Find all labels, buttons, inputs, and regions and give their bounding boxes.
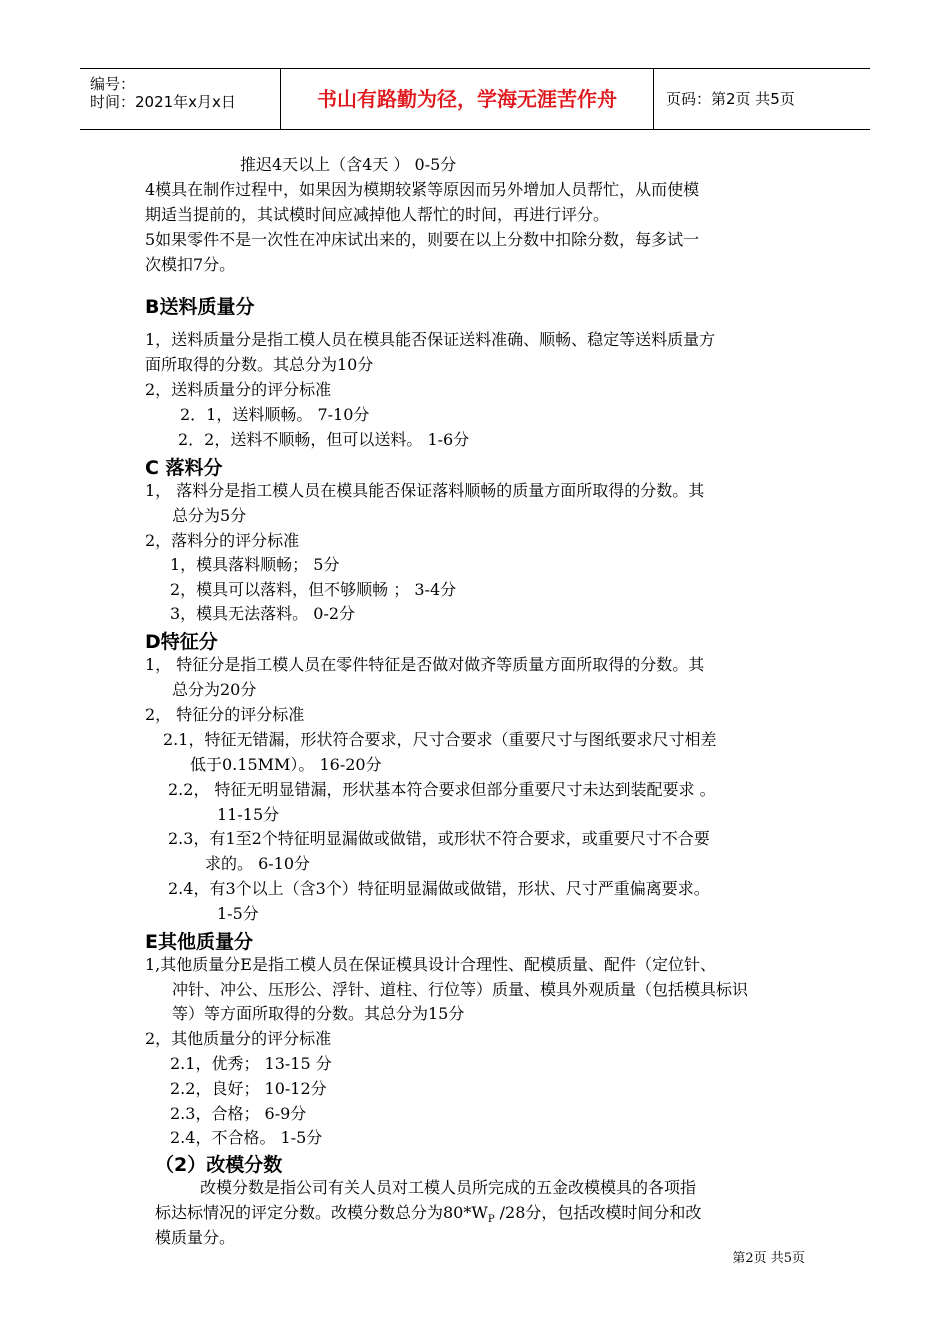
text-line: 2，模具可以落料，但不够顺畅 ； 3-4分 [170, 580, 457, 599]
text-line: 3，模具无法落料。 0-2分 [170, 604, 356, 623]
text-line: 2.4，不合格。 1-5分 [170, 1128, 323, 1147]
text-line: 1-5分 [217, 904, 259, 923]
text-line: 2．2，送料不顺畅，但可以送料。 1-6分 [178, 430, 470, 449]
section-heading-d: D特征分 [145, 631, 218, 653]
text-line: 5如果零件不是一次性在冲床试出来的，则要在以上分数中扣除分数，每多试一 [145, 230, 700, 249]
text-line: 期适当提前的，其试模时间应减掉他人帮忙的时间，再进行评分。 [145, 205, 610, 224]
text-line: 次模扣7分。 [145, 255, 236, 274]
text-line: 2．1，送料顺畅。 7-10分 [180, 405, 370, 424]
text-line: 总分为20分 [172, 680, 257, 699]
text-line: 2.3，合格； 6-9分 [170, 1104, 307, 1123]
text-line [155, 1203, 701, 1230]
text-line: 2，送料质量分的评分标准 [145, 380, 332, 399]
page-header [80, 68, 870, 130]
text-line: 冲针、冲公、压形公、浮针、道柱、行位等）质量、模具外观质量（包括模具标识 [172, 980, 749, 999]
section-heading-2: （2）改模分数 [155, 1154, 283, 1176]
section-heading-b: B送料质量分 [145, 296, 255, 318]
text-line: 模质量分。 [155, 1228, 236, 1247]
text-line: 面所取得的分数。其总分为10分 [145, 355, 374, 374]
text-fragment: /28分，包括改模时间分和改 [494, 1203, 702, 1222]
text-line: 1， 特征分是指工模人员在零件特征是否做对做齐等质量方面所取得的分数。其 [145, 655, 705, 674]
text-line: 1,其他质量分E是指工模人员在保证模具设计合理性、配模质量、配件（定位针、 [145, 955, 716, 974]
text-line: 1，模具落料顺畅； 5分 [170, 555, 340, 574]
text-line: 2， 特征分的评分标准 [145, 705, 305, 724]
text-line: 总分为5分 [172, 506, 247, 525]
text-line: 2.1，优秀； 13-15 分 [170, 1054, 332, 1073]
section-heading-c: C 落料分 [145, 457, 223, 479]
text-line: 2.3，有1至2个特征明显漏做或做错，或形状不符合要求，或重要尺寸不合要 [168, 829, 710, 848]
text-line: 2，其他质量分的评分标准 [145, 1029, 332, 1048]
text-line: 1，送料质量分是指工模人员在模具能否保证送料准确、顺畅、稳定等送料质量方 [145, 330, 716, 349]
text-line: 低于0.15MM）。 16-20分 [190, 755, 382, 774]
text-line: 2.4，有3个以上（含3个）特征明显漏做或做错，形状、尺寸严重偏离要求。 [168, 879, 710, 898]
text-line: 等）等方面所取得的分数。其总分为15分 [172, 1004, 465, 1023]
number-label: 编号： [90, 75, 136, 93]
header-motto: 书山有路勤为径，学海无涯苦作舟 [281, 69, 654, 129]
header-meta-cell [80, 69, 281, 129]
text-line: 2.2，良好； 10-12分 [170, 1079, 327, 1098]
text-line: 11-15分 [217, 805, 280, 824]
header-page-number: 页码：第2页 共5页 [666, 90, 795, 108]
text-line: 2.1，特征无错漏，形状符合要求，尺寸合要求（重要尺寸与图纸要求尺寸相差 [163, 730, 717, 749]
text-line: 求的。 6-10分 [205, 854, 311, 873]
date-label: 时间：2021年x月x日 [90, 93, 236, 111]
section-heading-e: E其他质量分 [145, 931, 253, 953]
text-line: 2.2， 特征无明显错漏，形状基本符合要求但部分重要尺寸未达到装配要求 。 [168, 780, 716, 799]
text-fragment: 标达标情况的评定分数。改模分数总分为80*W [155, 1203, 488, 1222]
text-line: 2，落料分的评分标准 [145, 531, 300, 550]
text-line: 改模分数是指公司有关人员对工模人员所完成的五金改模模具的各项指 [200, 1178, 697, 1197]
text-line: 推迟4天以上（含4天 ） 0-5分 [240, 155, 457, 174]
footer-page-number: 第2页 共5页 [732, 1251, 805, 1266]
text-line: 1， 落料分是指工模人员在模具能否保证落料顺畅的质量方面所取得的分数。其 [145, 481, 705, 500]
subscript: P [487, 1214, 495, 1226]
text-line: 4模具在制作过程中，如果因为模期较紧等原因而另外增加人员帮忙，从而使模 [145, 180, 700, 199]
